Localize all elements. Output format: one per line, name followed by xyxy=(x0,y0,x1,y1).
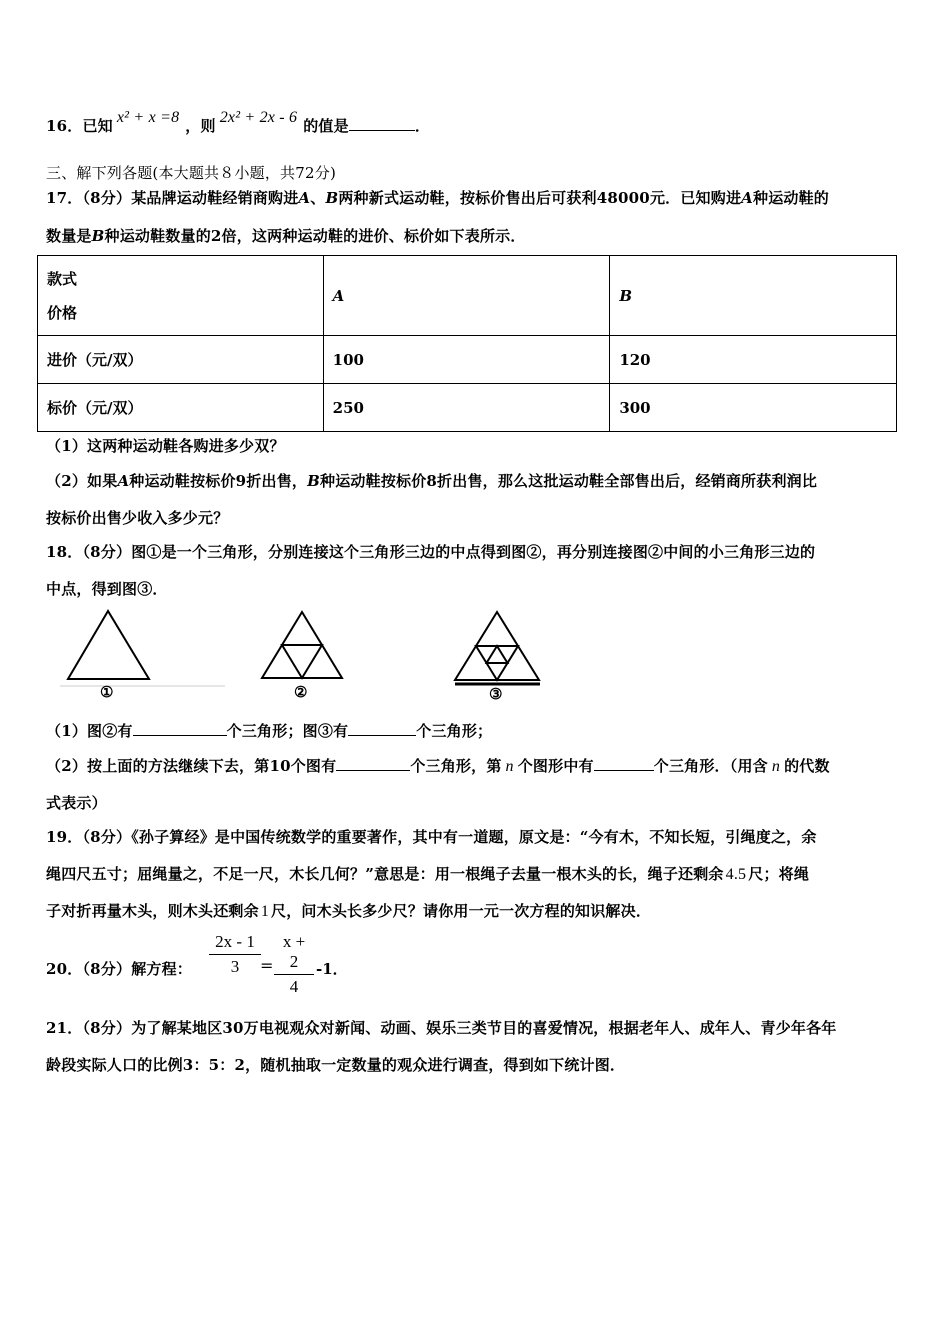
table-row: 标价（元/双） 250 300 xyxy=(38,384,897,432)
q17-sub2: （2）如果A种运动鞋按标价9折出售，B种运动鞋按标价8折出售，那么这批运动鞋全部售出后，经销商所获利润比 xyxy=(46,472,818,490)
table-col-a: A xyxy=(323,256,610,336)
q16-line: 16．已知 x² + x =8 ，则 2x² + 2x - 6 的值是 ． xyxy=(46,109,431,135)
q18-sub2: （2）按上面的方法继续下去，第10个图有 个三角形，第 n 个图形中有 个三角形．（用含 n 的代数 xyxy=(46,757,830,775)
table-header-row xyxy=(38,256,897,336)
q18-sub2-line-2: 式表示） xyxy=(46,794,107,812)
q20-label: 20．（8分）解方程： xyxy=(46,960,193,978)
q18-blank-fig10 xyxy=(336,756,410,771)
figure-label-2: ② xyxy=(294,683,308,701)
q17-sub1: （1）这两种运动鞋各购进多少双？ xyxy=(46,437,285,455)
q18-line-1: 18．（8分）图①是一个三角形，分别连接这个三角形三边的中点得到图②，再分别连接图②中间的小三角形三边的 xyxy=(46,543,816,561)
triangle-figures xyxy=(0,600,950,710)
table-row: 进价（元/双） 100 120 xyxy=(38,336,897,384)
section-3-heading: 三、解下列各题(本大题共８小题，共72分) xyxy=(46,164,336,182)
q19-line-1: 19．（8分）《孙子算经》是中国传统数学的重要著作，其中有一道题，原文是：“今有木，不知长短，引绳度之，余 xyxy=(46,828,817,846)
figure-label-3: ③ xyxy=(489,685,503,703)
q18-blank-fig2 xyxy=(133,721,227,736)
q20-fraction-right: $\frac{x + 2}{4}$ xyxy=(274,932,314,997)
q18-blank-fign xyxy=(594,756,654,771)
triangle-figure-3 xyxy=(455,612,540,684)
q19-line-3: 子对折再量木头，则木头还剩余 1 尺，问木头长多少尺？请你用一元一次方程的知识解决． xyxy=(46,902,652,920)
q20-tail: -1． xyxy=(316,960,348,978)
q21-line-1: 21．（8分）为了解某地区30万电视观众对新闻、动画、娱乐三类节目的喜爱情况，根据老年人、成年人、青少年各年 xyxy=(46,1019,837,1037)
q17-sub2-line-2: 按标价出售少收入多少元？ xyxy=(46,509,229,527)
figure-label-1: ① xyxy=(100,683,114,701)
triangle-figure-1 xyxy=(60,611,225,686)
q19-line-2: 绳四尺五寸；屈绳量之，不足一尺，木长几何？”意思是：用一根绳子去量一根木头的长，绳子还剩余 4.5 尺；将绳 xyxy=(46,865,810,883)
price-table xyxy=(37,255,897,432)
q16-expression: 2x² + 2x - 6 xyxy=(219,109,298,126)
q21-line-2: 龄段实际人口的比例3：5：2，随机抽取一定数量的观众进行调查，得到如下统计图． xyxy=(46,1056,626,1074)
q16-condition: x² + x =8 xyxy=(116,109,180,126)
table-header-cell: 款式 价格 xyxy=(38,256,324,336)
q18-sub1: （1）图②有 个三角形；图③有 个三角形； xyxy=(46,722,493,740)
q18-line-2: 中点，得到图③． xyxy=(46,580,168,598)
q17-line-1: 17．（8分）某品牌运动鞋经销商购进A、B两种新式运动鞋，按标价售出后可获利48000元．已知购进A种运动鞋的 xyxy=(46,189,830,207)
q18-blank-fig3 xyxy=(348,721,416,736)
q16-answer-blank xyxy=(349,116,415,131)
q17-line-2: 数量是B种运动鞋数量的2倍，这两种运动鞋的进价、标价如下表所示． xyxy=(46,227,526,245)
q20-fraction-left: $\frac{2x - 1}{3}$ xyxy=(209,932,261,977)
q20-equals: = xyxy=(260,956,274,975)
triangle-figure-2 xyxy=(262,612,342,678)
table-col-b: B xyxy=(610,256,897,336)
